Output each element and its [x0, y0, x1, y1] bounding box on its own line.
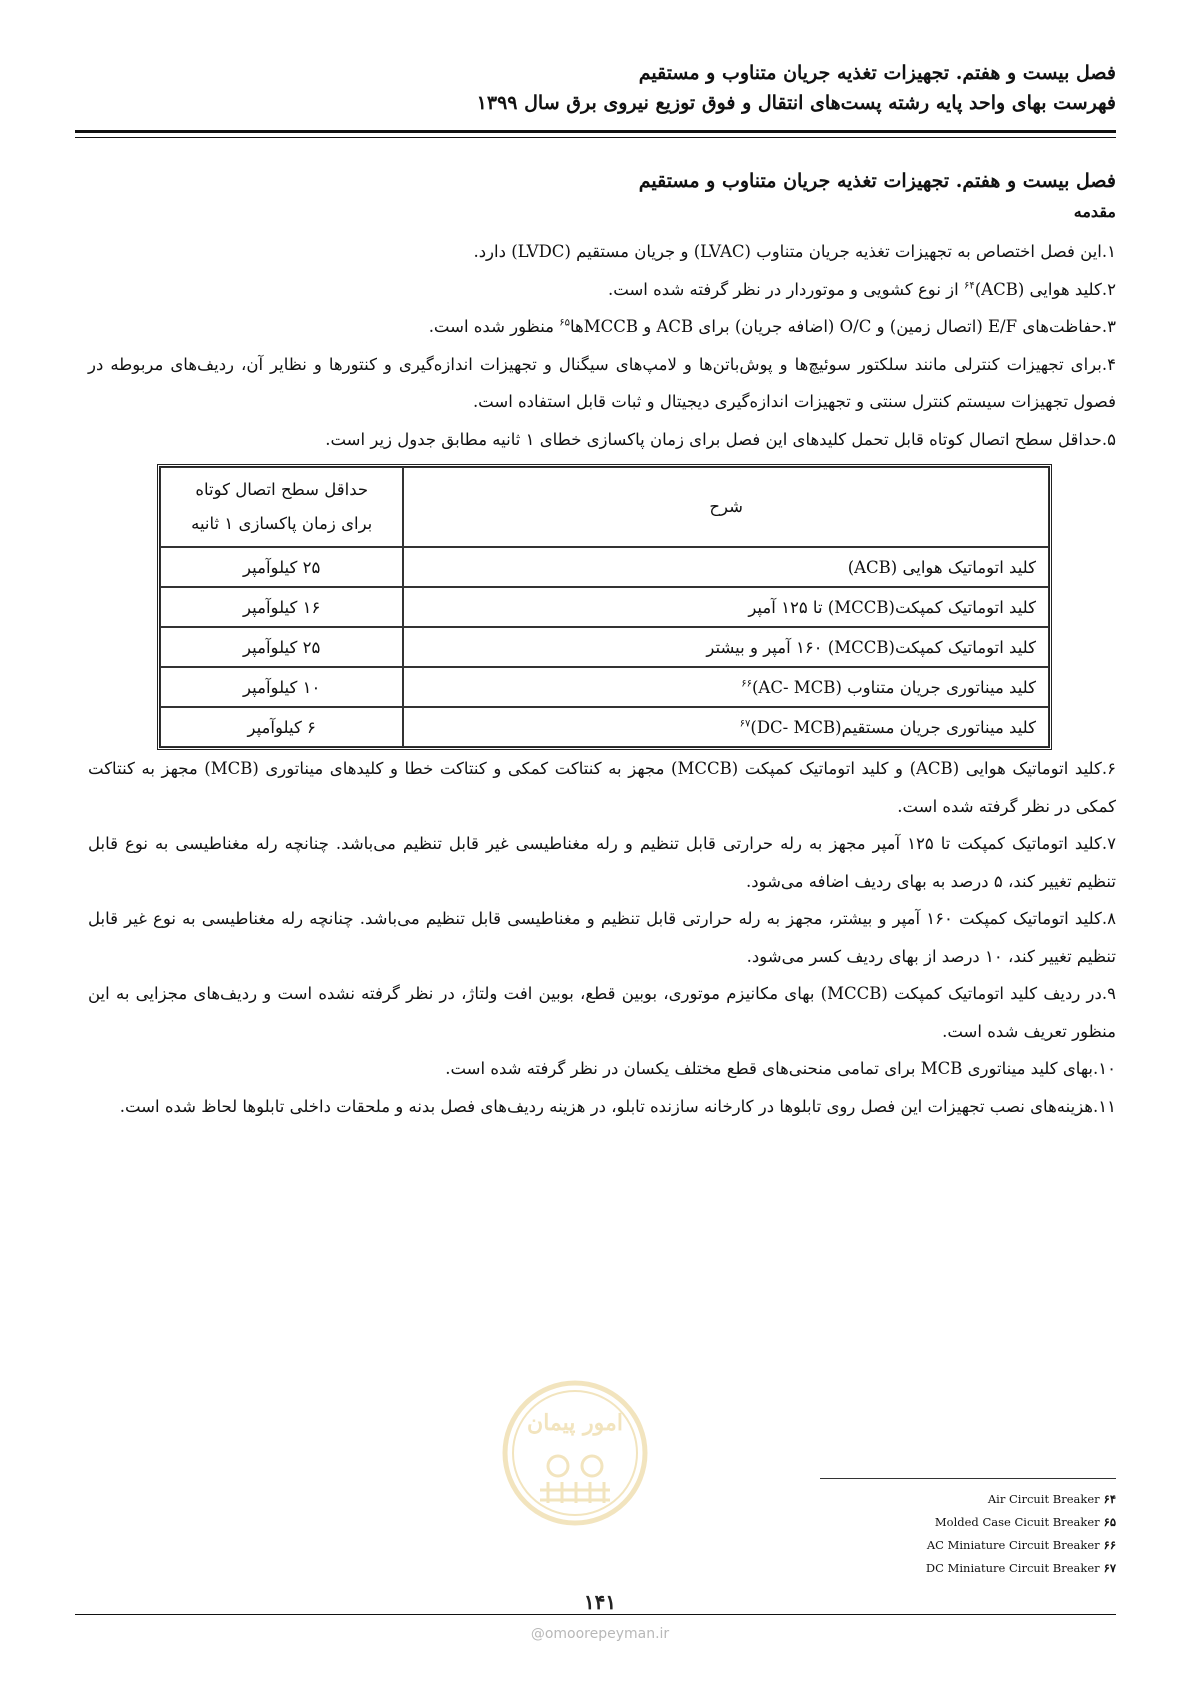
paragraph-10: ۱۰.بهای کلید میناتوری MCB برای تمامی منحنی‌های قطع مختلف یکسان در نظر گرفته شده است. [445, 1059, 1116, 1078]
table-cell-value: ۱۰ کیلوآمپر [160, 667, 403, 707]
table-row [160, 547, 1049, 587]
footnote-item [926, 1557, 1116, 1580]
short-circuit-table [157, 464, 1052, 750]
footnote-text: DC Miniature Circuit Breaker [925, 1561, 1100, 1575]
footnote-text: Air Circuit Breaker [987, 1492, 1100, 1506]
paragraph-11: ۱۱.هزینه‌های نصب تجهیزات این فصل روی تابلوها در کارخانه سازنده تابلو، در هزینه ردیف‌های فصل بدنه و ملحقات داخلی تابلوها لحاظ شده است. [119, 1096, 1116, 1116]
description-text: کلید میناتوری جریان مستقیم(DC- MCB) [750, 717, 1036, 737]
paragraph-6: ۶.کلید اتوماتیک هوایی (ACB) و کلید اتوماتیک کمپکت (MCCB) مجهز به کنتاکت کمکی و کنتاکت خطا و کلیدهای میناتوری (MCB) مجهز به کنتاکت کمکی در نظر گرفته شده است. [88, 759, 1116, 816]
footnote-number: ۶۵ [1103, 1515, 1116, 1529]
table-cell-value: ۱۶ کیلوآمپر [160, 587, 403, 627]
footnote-number: ۶۷ [1103, 1561, 1116, 1575]
footnote-ref-65: ۶۵ [559, 317, 571, 329]
footnote-number: ۶۶ [1103, 1538, 1116, 1552]
header-rule-thin [75, 137, 1116, 138]
footer-rule [75, 1614, 1116, 1615]
header-rule-thick [75, 130, 1116, 133]
footnote-text: Molded Case Cicuit Breaker [934, 1515, 1100, 1529]
footnotes [926, 1488, 1116, 1580]
table-cell-value: ۲۵ کیلوآمپر [160, 547, 403, 587]
header-document-title: فهرست بهای واحد پایه رشته پست‌های انتقال و فوق توزیع نیروی برق سال ۱۳۹۹ [476, 92, 1116, 114]
paragraph-2-text-end: از نوع کشویی و موتوردار در نظر گرفته شده است. [608, 279, 964, 299]
footnote-item [926, 1534, 1116, 1557]
description-text: کلید اتوماتیک کمپکت(MCCB) تا ۱۲۵ آمپر [748, 597, 1036, 617]
table-cell-description [403, 667, 1049, 707]
paragraph-2 [88, 271, 1116, 309]
section-subtitle: مقدمه [1073, 202, 1116, 221]
omoorepeyman-logo [500, 1378, 650, 1528]
table-row [160, 707, 1049, 747]
footnote-separator [820, 1478, 1116, 1479]
table-row [160, 627, 1049, 667]
footnote-text: AC Miniature Circuit Breaker [926, 1538, 1100, 1552]
page-number: ۱۴۱ [583, 1590, 617, 1614]
description-text: کلید میناتوری جریان متناوب (AC- MCB) [751, 677, 1036, 697]
table-header-value-line1: حداقل سطح اتصال کوتاه [195, 480, 369, 499]
logo-lettering: امور پیمان [527, 1410, 623, 1436]
footnote-ref: ۶۷ [739, 718, 751, 729]
table-cell-description [403, 547, 1049, 587]
table-cell-description [403, 587, 1049, 627]
paragraph-8: ۸.کلید اتوماتیک کمپکت ۱۶۰ آمپر و بیشتر، مجهز به رله حرارتی قابل تنظیم و مغناطیسی قابل تنظیم می‌باشد. چنانچه رله مغناطیسی به نوع غیر قابل تنظیم تغییر کند، ۱۰ درصد از بهای ردیف کسر می‌شود. [88, 909, 1117, 966]
section-title: فصل بیست و هفتم. تجهیزات تغذیه جریان متناوب و مستقیم [638, 170, 1116, 192]
table-cell-value: ۲۵ کیلوآمپر [160, 627, 403, 667]
paragraph-9: ۹.در ردیف کلید اتوماتیک کمپکت (MCCB) بهای مکانیزم موتوری، بوبین قطع، بوبین افت ولتاژ، در نظر گرفته نشده است و ردیف‌های مجزایی به این منظور تعریف شده است. [88, 984, 1116, 1041]
footnote-item [926, 1511, 1116, 1534]
table-cell-description [403, 627, 1049, 667]
table-row [160, 667, 1049, 707]
table-cell-value: ۶ کیلوآمپر [160, 707, 403, 747]
paragraph-3 [88, 308, 1116, 346]
paragraph-1: ۱.این فصل اختصاص به تجهیزات تغذیه جریان متناوب (LVAC) و جریان مستقیم (LVDC) دارد. [473, 242, 1116, 261]
footnote-ref-64: ۶۴ [963, 280, 975, 291]
paragraph-4: ۴.برای تجهیزات کنترلی مانند سلکتور سوئیچ‌ها و پوش‌باتن‌ها و لامپ‌های سیگنال و تجهیزات اندازه‌گیری و کنتورها و نظایر آن، ردیف‌های مربوطه در فصول تجهیزات سیستم کنترل سنتی و تجهیزات اندازه‌گیری دیجیتال و ثبات قابل استفاده است. [88, 354, 1116, 411]
paragraph-2-text: ۲.کلید هوایی (ACB) [974, 279, 1116, 299]
table-row [160, 587, 1049, 627]
page-header [75, 58, 1116, 118]
watermark-text: @omoorepeyman.ir [530, 1626, 670, 1642]
table-header-value [160, 467, 403, 547]
paragraph-3-text: ۳.حفاظت‌های E/F (اتصال زمین) و O/C (اضافه جریان) برای ACB و MCCBها [570, 317, 1116, 336]
description-text: کلید اتوماتیک کمپکت(MCCB) ۱۶۰ آمپر و بیشتر [706, 637, 1036, 657]
description-text: کلید اتوماتیک هوایی (ACB) [847, 557, 1036, 577]
paragraph-3-text-end: منظور شده است. [428, 317, 560, 336]
footnote-number: ۶۴ [1103, 1492, 1116, 1506]
table-header-row [160, 467, 1049, 547]
page-body [88, 165, 1116, 1125]
paragraph-5: ۵.حداقل سطح اتصال کوتاه قابل تحمل کلیدهای این فصل برای زمان پاکسازی خطای ۱ ثانیه مطابق جدول زیر است. [325, 429, 1116, 449]
header-chapter-title: فصل بیست و هفتم. تجهیزات تغذیه جریان متناوب و مستقیم [638, 62, 1116, 84]
table-cell-description [403, 707, 1049, 747]
table-header-description: شرح [403, 467, 1049, 547]
paragraph-7: ۷.کلید اتوماتیک کمپکت تا ۱۲۵ آمپر مجهز به رله حرارتی قابل تنظیم و رله مغناطیسی غیر قابل تنظیم می‌باشد. چنانچه رله مغناطیسی به نوع قابل تنظیم تغییر کند، ۵ درصد به بهای ردیف اضافه می‌شود. [88, 834, 1116, 891]
footnote-ref: ۶۶ [741, 678, 752, 689]
table-header-value-line2: برای زمان پاکسازی ۱ ثانیه [191, 514, 373, 533]
footnote-item [926, 1488, 1116, 1511]
